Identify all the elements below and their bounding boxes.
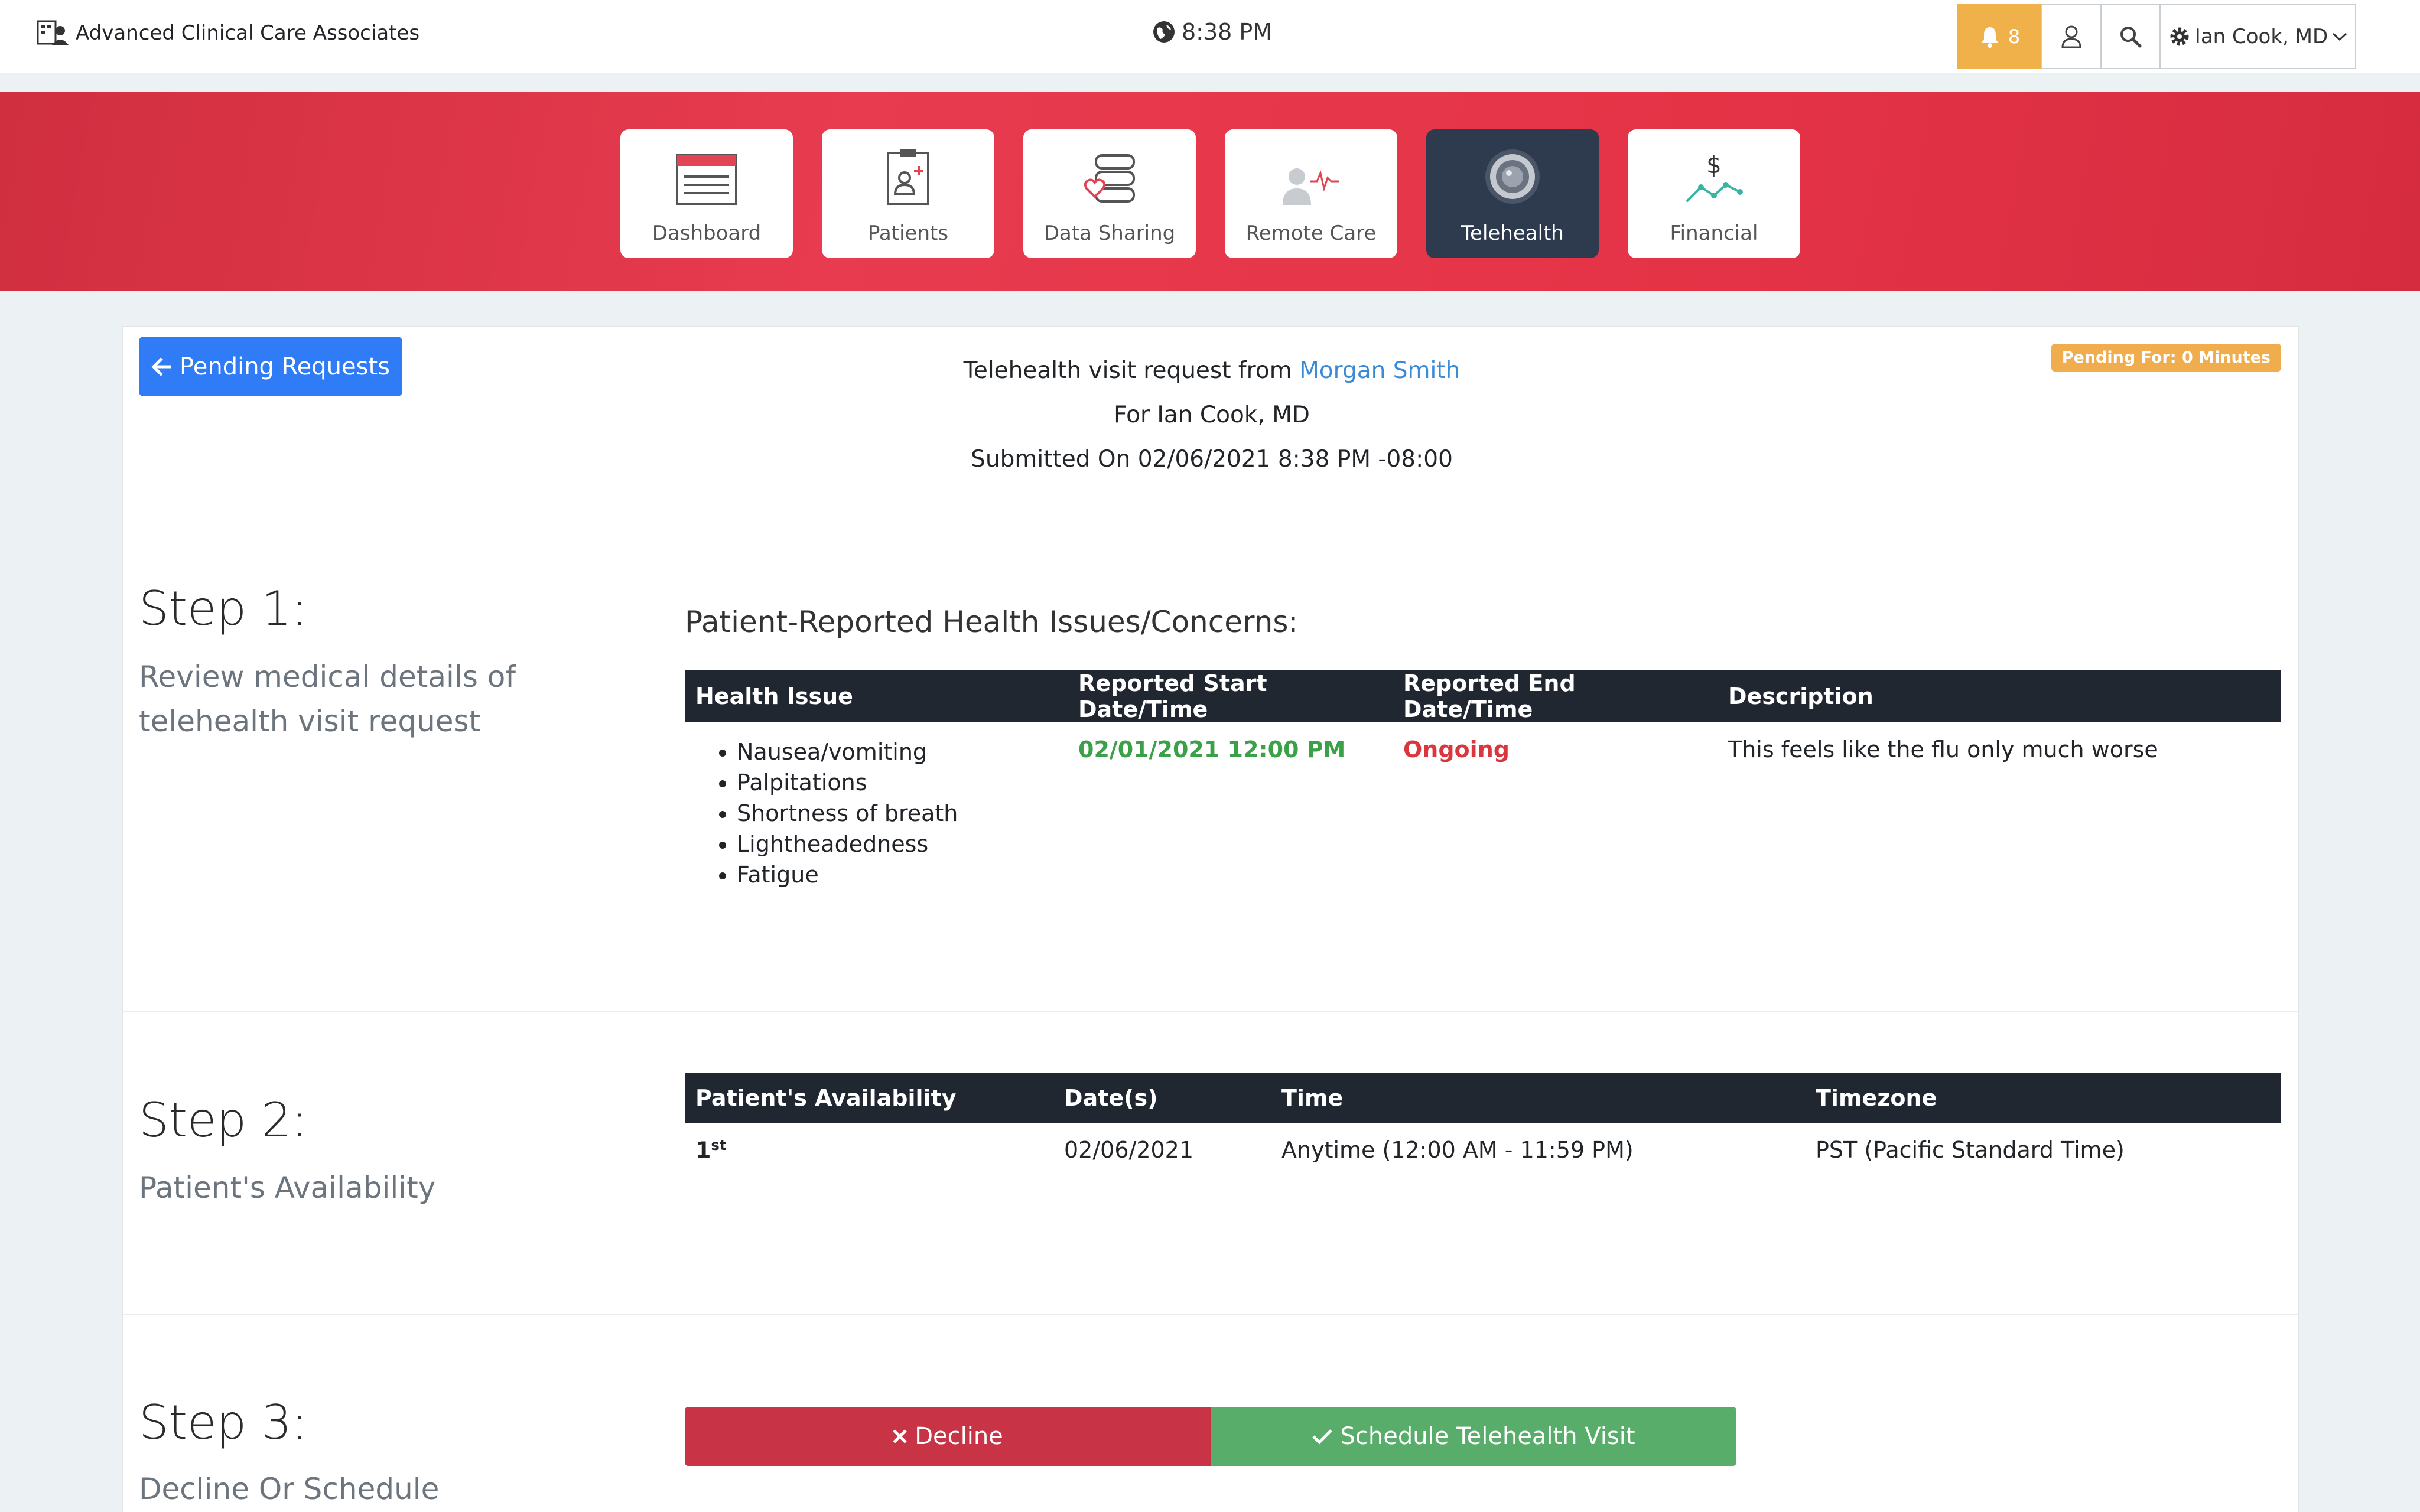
health-issues-heading: Patient-Reported Health Issues/Concerns: (685, 605, 1299, 639)
chevron-down-icon (2331, 31, 2348, 43)
nav-label-financial: Financial (1670, 221, 1758, 245)
nav-label-dashboard: Dashboard (652, 221, 762, 245)
health-issues-table (685, 670, 2281, 904)
schedule-visit-button[interactable] (1211, 1407, 1736, 1466)
col-description: Description (1718, 670, 2281, 722)
col-time: Time (1271, 1073, 1805, 1123)
request-summary (123, 348, 2300, 481)
list-item: • Fatigue (737, 859, 1057, 890)
nav-tile-patients[interactable] (822, 129, 994, 258)
decline-button[interactable] (685, 1407, 1211, 1466)
request-prefix: Telehealth visit request from (963, 357, 1292, 384)
step1-title: Step 1: (139, 581, 308, 636)
availability-rank (685, 1123, 1053, 1178)
nav-label-data-sharing: Data Sharing (1043, 221, 1176, 245)
nav-label-telehealth: Telehealth (1461, 221, 1564, 245)
clock-time: 8:38 PM (1182, 19, 1273, 45)
notification-count: 8 (2008, 25, 2021, 48)
search-icon (2119, 25, 2142, 48)
table-row (685, 1123, 2281, 1178)
notifications-button[interactable] (1957, 4, 2042, 69)
col-health-issue: Health Issue (685, 670, 1068, 722)
section-divider (123, 1314, 2298, 1315)
decision-buttons (685, 1407, 1736, 1466)
pending-time-badge: Pending For: 0 Minutes (2051, 344, 2281, 372)
svg-text:$: $ (1706, 153, 1722, 179)
person-icon (2061, 25, 2082, 48)
dollar-chart-icon (1683, 153, 1745, 206)
step1-description: Review medical details of telehealth visit request (139, 660, 516, 738)
gear-icon (2168, 25, 2191, 48)
request-card (122, 326, 2299, 1512)
patient-name-link[interactable]: Morgan Smith (1299, 357, 1461, 384)
close-icon (892, 1429, 908, 1444)
top-bar (0, 0, 2420, 73)
nav-tile-telehealth[interactable] (1426, 129, 1599, 258)
schedule-label: Schedule Telehealth Visit (1340, 1423, 1635, 1450)
col-timezone: Timezone (1805, 1073, 2281, 1123)
col-availability: Patient's Availability (685, 1073, 1053, 1123)
nav-tile-data-sharing[interactable] (1023, 129, 1196, 258)
brand[interactable] (37, 19, 419, 47)
nav-label-patients: Patients (867, 221, 949, 245)
profile-button[interactable] (2041, 4, 2102, 69)
request-line-2: For Ian Cook, MD (1114, 402, 1310, 428)
nav-label-remote-care: Remote Care (1245, 221, 1377, 245)
remote-monitor-icon (1280, 165, 1342, 206)
database-heart-icon (1083, 153, 1136, 206)
top-actions (1957, 4, 2356, 69)
issue-description: This feels like the flu only much worse (1728, 737, 2158, 762)
step2-description: Patient's Availability (139, 1171, 436, 1205)
availability-table (685, 1073, 2281, 1178)
col-start: Reported Start Date/Time (1068, 670, 1393, 722)
nav-tile-dashboard[interactable] (620, 129, 793, 258)
step3-title: Step 3: (139, 1395, 308, 1450)
table-header-row (685, 1073, 2281, 1123)
nav-tile-remote-care[interactable] (1225, 129, 1397, 258)
request-line-1 (123, 348, 2300, 393)
org-name: Advanced Clinical Care Associates (76, 21, 420, 45)
user-menu[interactable] (2159, 4, 2356, 69)
availability-timezone: PST (Pacific Standard Time) (1816, 1137, 2125, 1163)
step3-description: Decline Or Schedule (139, 1472, 440, 1506)
reported-start: 02/01/2021 12:00 PM (1078, 737, 1346, 762)
rank-number: 1 (695, 1137, 711, 1164)
search-button[interactable] (2100, 4, 2161, 69)
main-nav (620, 129, 1829, 258)
request-line-3: Submitted On 02/06/2021 8:38 PM -08:00 (971, 446, 1453, 472)
step2-title: Step 2: (139, 1093, 308, 1148)
rank-suffix: st (711, 1137, 727, 1153)
reported-end: Ongoing (1403, 737, 1510, 762)
availability-date: 02/06/2021 (1064, 1137, 1194, 1163)
issue-list (695, 737, 1057, 890)
check-icon (1312, 1428, 1333, 1445)
table-header-row (685, 670, 2281, 722)
clinic-logo-icon (37, 19, 70, 47)
list-item: • Nausea/vomiting (737, 737, 1057, 767)
list-item: • Shortness of breath (737, 798, 1057, 829)
globe-icon (1152, 20, 1176, 44)
calendar-icon (676, 151, 737, 206)
nav-tile-financial[interactable] (1628, 129, 1800, 258)
list-item: • Palpitations (737, 767, 1057, 798)
clock (1152, 19, 1272, 45)
user-name: Ian Cook, MD (2194, 25, 2328, 48)
table-row (685, 722, 2281, 904)
bell-icon (1980, 25, 2000, 48)
pending-requests-label: Pending Requests (180, 353, 390, 380)
list-item: • Lightheadedness (737, 829, 1057, 859)
issue-list-cell (685, 722, 1068, 904)
decline-label: Decline (915, 1423, 1003, 1450)
section-divider (123, 1011, 2298, 1012)
clipboard-patient-icon (886, 148, 931, 206)
col-end: Reported End Date/Time (1393, 670, 1718, 722)
availability-time: Anytime (12:00 AM - 11:59 PM) (1281, 1137, 1634, 1163)
nav-banner (0, 92, 2420, 291)
col-dates: Date(s) (1053, 1073, 1271, 1123)
camera-lens-icon (1483, 147, 1542, 206)
